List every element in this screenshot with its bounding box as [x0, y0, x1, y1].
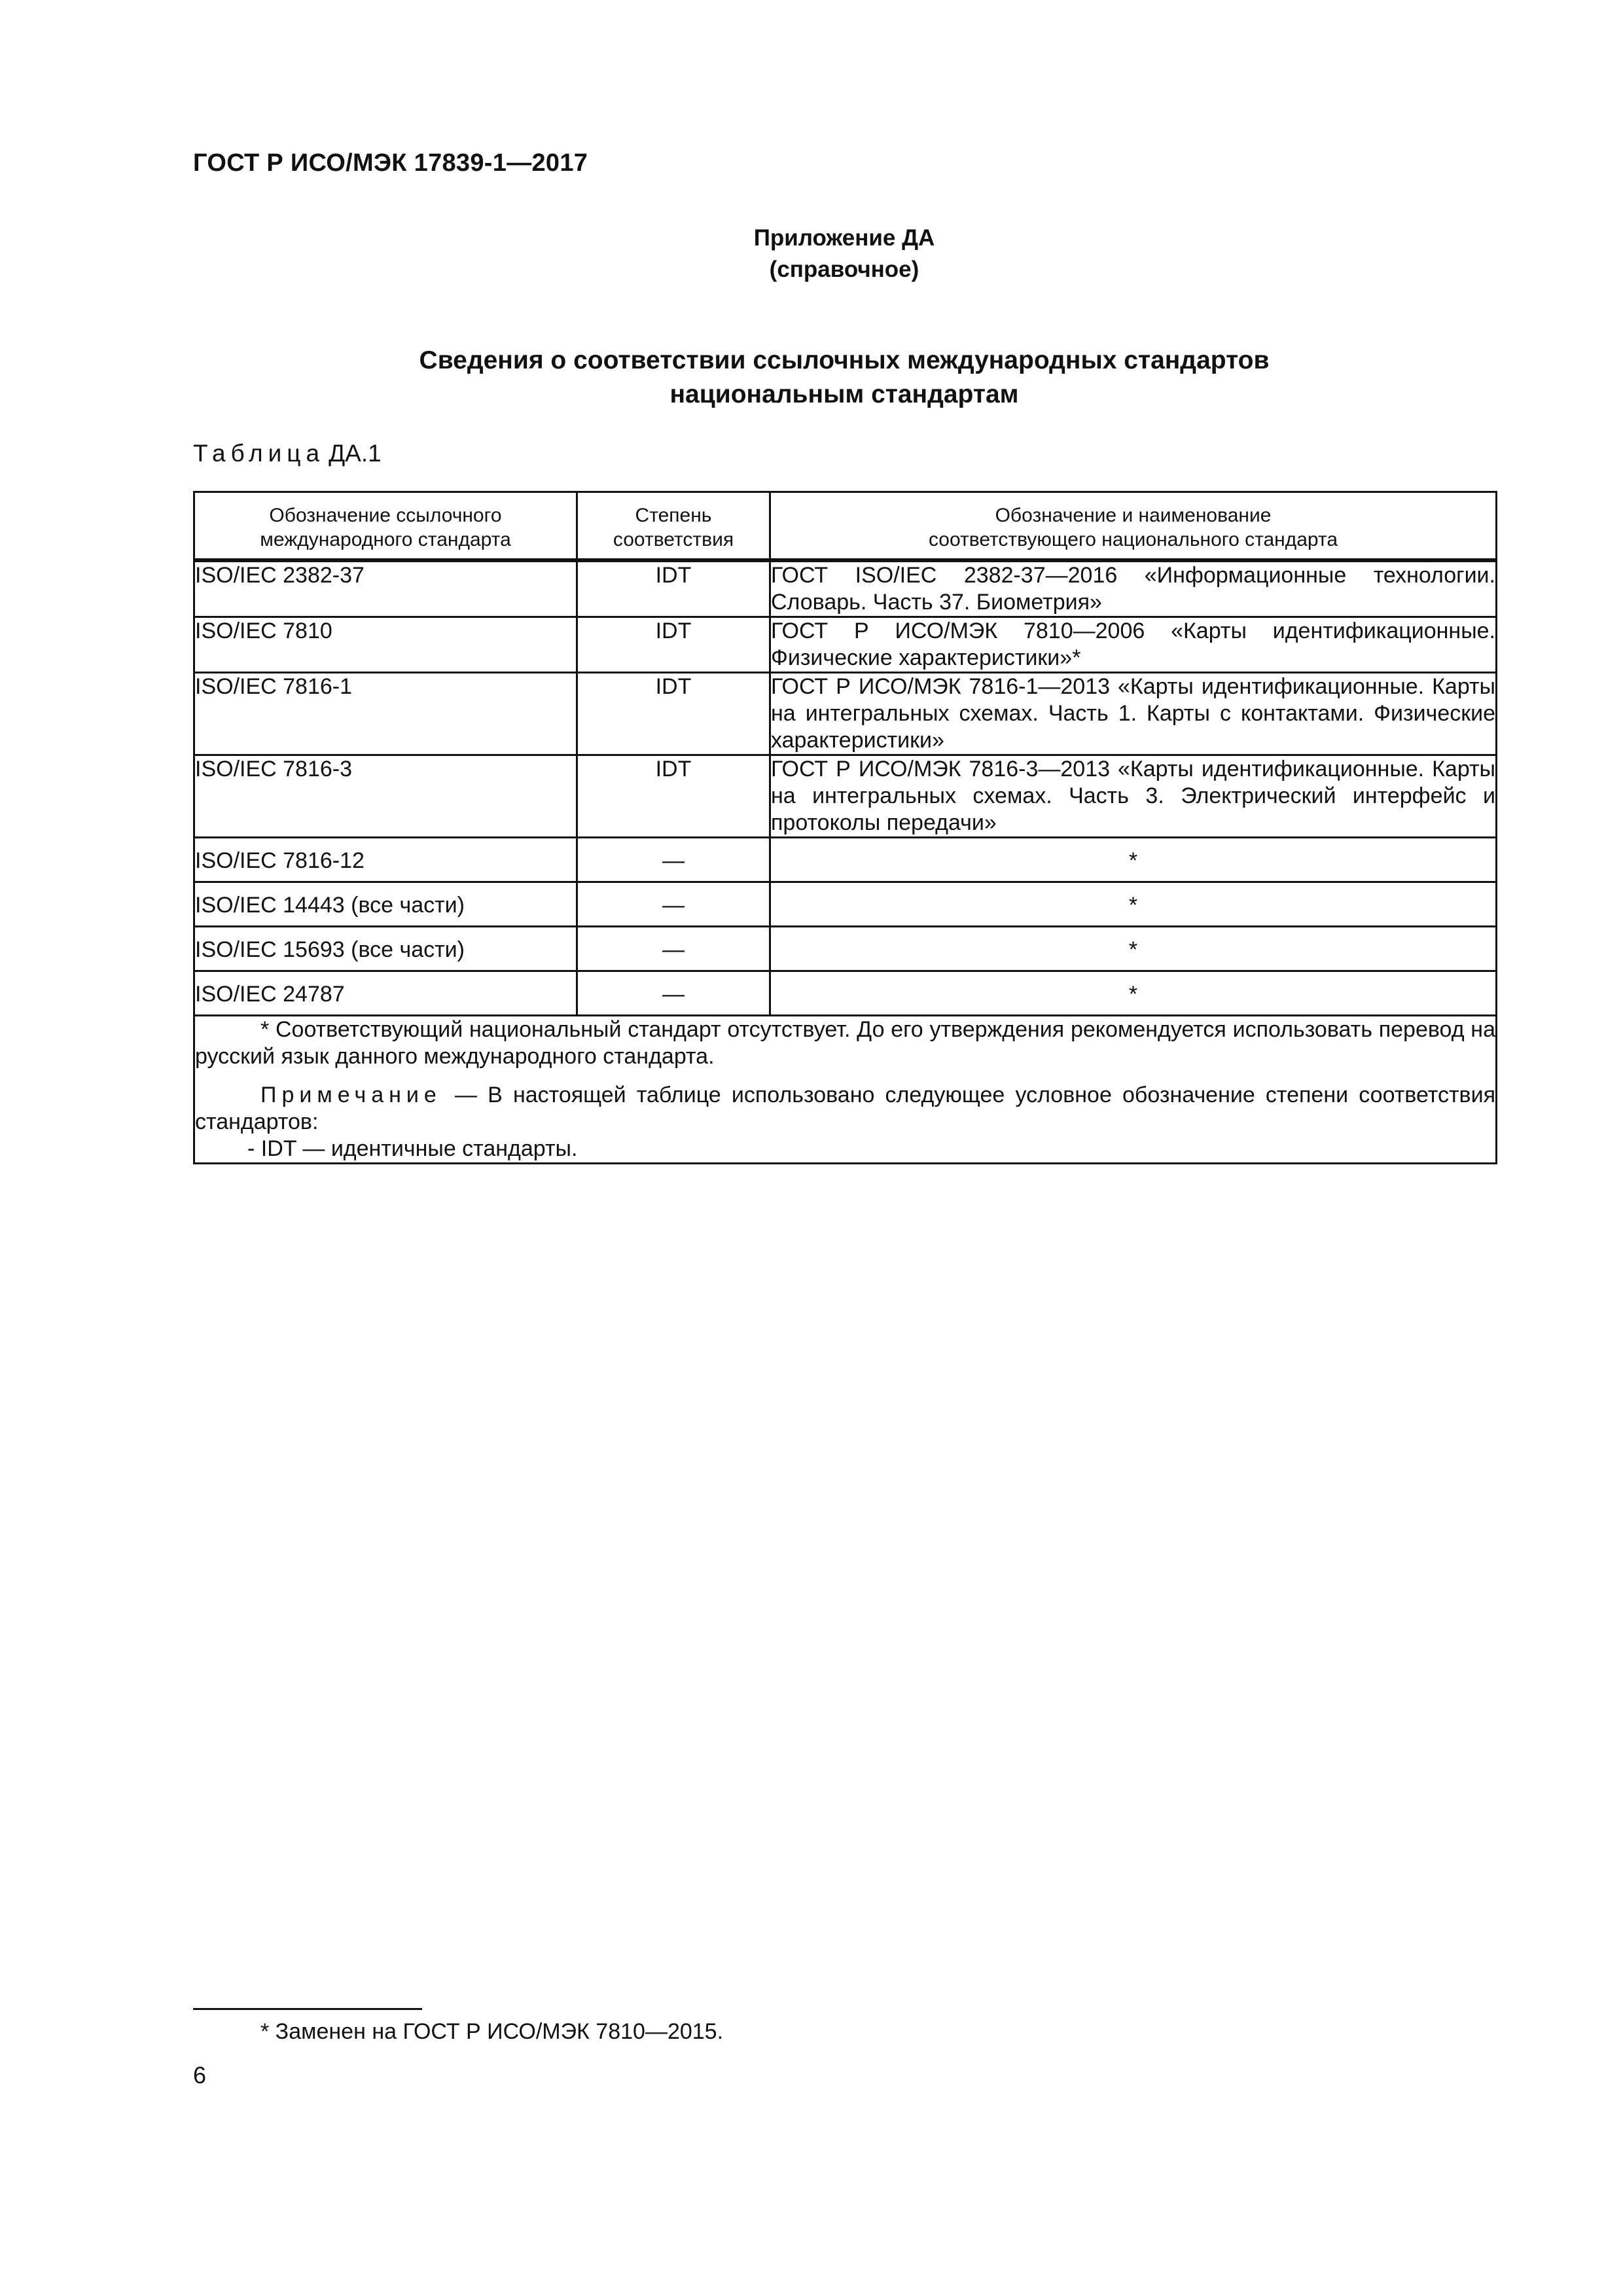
table-label — [193, 440, 382, 467]
header-reference-standard — [194, 492, 577, 561]
table-row — [194, 882, 1497, 927]
annex-heading — [0, 223, 1623, 285]
degree-cell: — — [577, 882, 770, 927]
table-label-number: ДА.1 — [329, 440, 382, 467]
table-header-row — [194, 492, 1497, 561]
note-text: — В настоящей таблице использовано следующее условное обозначение степени соответствия стандартов: — [195, 1083, 1495, 1134]
reference-standard-cell: ISO/IEC 7810 — [194, 617, 577, 673]
header-national-standard — [770, 492, 1497, 561]
table-row — [194, 755, 1497, 838]
degree-cell: IDT — [577, 560, 770, 617]
national-standard-cell: ГОСТ ISO/IEC 2382-37—2016 «Информационные технологии. Словарь. Часть 37. Биометрия» — [770, 560, 1497, 617]
section-title-line-1: Сведения о соответствии ссылочных международных стандартов — [419, 346, 1270, 374]
table-footnote: * Соответствующий национальный стандарт отсутствует. До его утверждения рекомендуется использовать перевод на русский язык данного международного стандарта. — [195, 1017, 1495, 1069]
degree-cell: — — [577, 927, 770, 971]
table-note — [195, 1082, 1495, 1136]
degree-cell: — — [577, 838, 770, 882]
national-standard-cell: * — [770, 927, 1497, 971]
annex-type: (справочное) — [769, 257, 919, 282]
reference-standard-cell: ISO/IEC 7816-3 — [194, 755, 577, 838]
national-standard-cell: * — [770, 882, 1497, 927]
reference-standard-cell: ISO/IEC 15693 (все части) — [194, 927, 577, 971]
table-notes-row — [194, 1016, 1497, 1164]
section-title — [0, 344, 1623, 412]
note-list-item: - IDT — идентичные стандарты. — [247, 1136, 578, 1161]
table-label-word: Таблица — [193, 440, 325, 467]
correspondence-table — [193, 491, 1497, 1164]
table-row — [194, 838, 1497, 882]
header-col3-line2: соответствующего национального стандарта — [928, 529, 1338, 550]
header-col3-line1: Обозначение и наименование — [995, 505, 1272, 526]
footnote-divider — [193, 2008, 422, 2010]
header-col1-line2: международного стандарта — [260, 529, 511, 550]
header-col1-line1: Обозначение ссылочного — [269, 505, 502, 526]
table-row — [194, 673, 1497, 755]
table-row — [194, 971, 1497, 1016]
table-notes-cell — [194, 1016, 1497, 1164]
header-col2-line2: соответствия — [613, 529, 734, 550]
reference-standard-cell: ISO/IEC 24787 — [194, 971, 577, 1016]
national-standard-cell: ГОСТ Р ИСО/МЭК 7810—2006 «Карты идентификационные. Физические характеристики»* — [770, 617, 1497, 673]
reference-standard-cell: ISO/IEC 14443 (все части) — [194, 882, 577, 927]
degree-cell: — — [577, 971, 770, 1016]
table-row — [194, 927, 1497, 971]
note-label: Примечание — [260, 1083, 442, 1107]
page-number: 6 — [193, 2062, 207, 2089]
section-title-line-2: национальным стандартам — [669, 380, 1019, 408]
annex-title: Приложение ДА — [753, 225, 935, 251]
table-row — [194, 617, 1497, 673]
table-row — [194, 560, 1497, 617]
national-standard-cell: ГОСТ Р ИСО/МЭК 7816-1—2013 «Карты идентификационные. Карты на интегральных схемах. Часть 1. Карты с контактами. Физические характеристики» — [770, 673, 1497, 755]
page-footnote: * Заменен на ГОСТ Р ИСО/МЭК 7810—2015. — [260, 2019, 724, 2044]
document-code-header: ГОСТ Р ИСО/МЭК 17839-1—2017 — [193, 149, 588, 177]
header-degree — [577, 492, 770, 561]
reference-standard-cell: ISO/IEC 2382-37 — [194, 560, 577, 617]
national-standard-cell: * — [770, 838, 1497, 882]
reference-standard-cell: ISO/IEC 7816-1 — [194, 673, 577, 755]
degree-cell: IDT — [577, 673, 770, 755]
degree-cell: IDT — [577, 617, 770, 673]
national-standard-cell: ГОСТ Р ИСО/МЭК 7816-3—2013 «Карты идентификационные. Карты на интегральных схемах. Часть 3. Электрический интерфейс и протоколы передачи» — [770, 755, 1497, 838]
reference-standard-cell: ISO/IEC 7816-12 — [194, 838, 577, 882]
national-standard-cell: * — [770, 971, 1497, 1016]
header-col2-line1: Степень — [635, 505, 712, 526]
degree-cell: IDT — [577, 755, 770, 838]
